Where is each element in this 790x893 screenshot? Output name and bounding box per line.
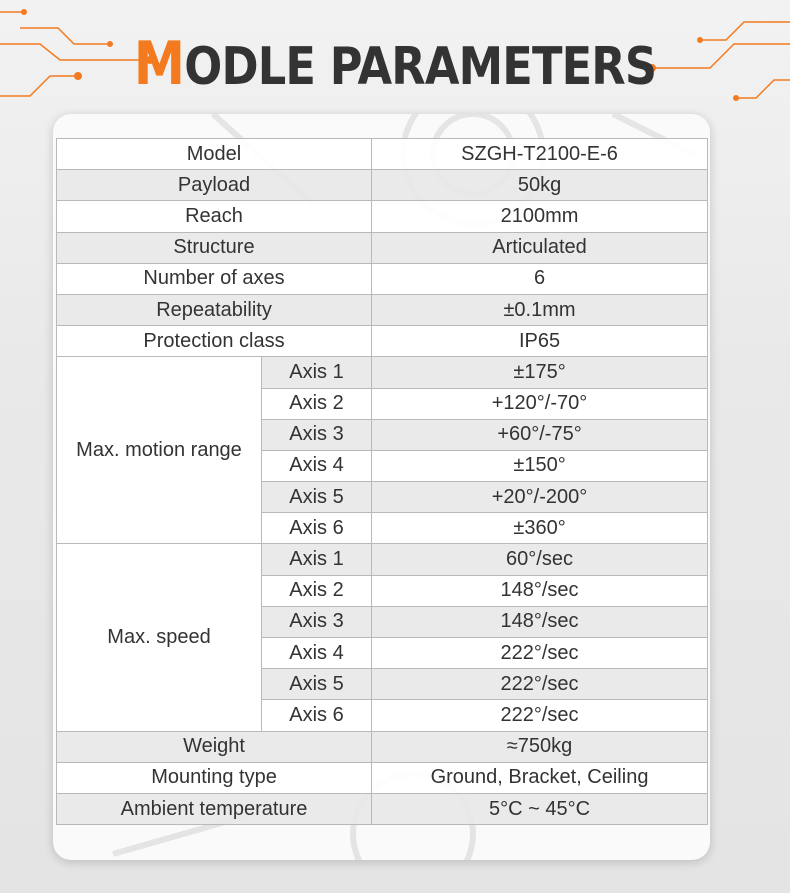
axis-label: Axis 5 bbox=[262, 669, 372, 700]
axis-label: Axis 2 bbox=[262, 388, 372, 419]
table-row bbox=[57, 326, 708, 357]
table-row bbox=[57, 139, 708, 170]
table-row bbox=[57, 170, 708, 201]
table-row bbox=[57, 793, 708, 824]
axis-value: 222°/sec bbox=[372, 700, 708, 731]
table-row bbox=[57, 263, 708, 294]
table-row bbox=[57, 357, 708, 388]
page-title bbox=[55, 29, 734, 99]
param-value: 6 bbox=[372, 263, 708, 294]
table-row bbox=[57, 232, 708, 263]
param-value: 2100mm bbox=[372, 201, 708, 232]
axis-label: Axis 3 bbox=[262, 419, 372, 450]
axis-value: 222°/sec bbox=[372, 669, 708, 700]
axis-value: 148°/sec bbox=[372, 575, 708, 606]
table-row bbox=[57, 762, 708, 793]
param-label: Payload bbox=[57, 170, 372, 201]
param-label: Number of axes bbox=[57, 263, 372, 294]
param-label: Model bbox=[57, 139, 372, 170]
motion-range-label: Max. motion range bbox=[57, 357, 262, 544]
axis-label: Axis 1 bbox=[262, 357, 372, 388]
axis-label: Axis 3 bbox=[262, 606, 372, 637]
parameters-card bbox=[53, 114, 710, 860]
param-value: Articulated bbox=[372, 232, 708, 263]
parameters-table bbox=[56, 138, 708, 825]
parameters-table-body bbox=[57, 139, 708, 825]
param-value: ≈750kg bbox=[372, 731, 708, 762]
param-label: Structure bbox=[57, 232, 372, 263]
table-row bbox=[57, 294, 708, 325]
axis-label: Axis 2 bbox=[262, 575, 372, 606]
param-value: SZGH-T2100-E-6 bbox=[372, 139, 708, 170]
param-value: IP65 bbox=[372, 326, 708, 357]
axis-value: +120°/-70° bbox=[372, 388, 708, 419]
axis-value: ±150° bbox=[372, 450, 708, 481]
axis-value: 60°/sec bbox=[372, 544, 708, 575]
axis-value: +60°/-75° bbox=[372, 419, 708, 450]
param-label: Ambient temperature bbox=[57, 793, 372, 824]
param-value: 5°C ~ 45°C bbox=[372, 793, 708, 824]
table-row bbox=[57, 731, 708, 762]
axis-value: ±360° bbox=[372, 513, 708, 544]
axis-value: 222°/sec bbox=[372, 638, 708, 669]
param-label: Protection class bbox=[57, 326, 372, 357]
param-label: Repeatability bbox=[57, 294, 372, 325]
axis-label: Axis 4 bbox=[262, 450, 372, 481]
param-label: Mounting type bbox=[57, 762, 372, 793]
axis-value: 148°/sec bbox=[372, 606, 708, 637]
axis-label: Axis 4 bbox=[262, 638, 372, 669]
param-value: Ground, Bracket, Ceiling bbox=[372, 762, 708, 793]
axis-label: Axis 1 bbox=[262, 544, 372, 575]
axis-label: Axis 5 bbox=[262, 482, 372, 513]
speed-label: Max. speed bbox=[57, 544, 262, 731]
param-value: ±0.1mm bbox=[372, 294, 708, 325]
axis-label: Axis 6 bbox=[262, 513, 372, 544]
param-label: Reach bbox=[57, 201, 372, 232]
table-row bbox=[57, 201, 708, 232]
param-value: 50kg bbox=[372, 170, 708, 201]
axis-value: ±175° bbox=[372, 357, 708, 388]
param-label: Weight bbox=[57, 731, 372, 762]
header bbox=[0, 0, 790, 120]
axis-label: Axis 6 bbox=[262, 700, 372, 731]
page-title-first-letter: M bbox=[133, 29, 185, 99]
axis-value: +20°/-200° bbox=[372, 482, 708, 513]
page-title-rest: ODLE PARAMETERS bbox=[184, 37, 657, 97]
table-row bbox=[57, 544, 708, 575]
